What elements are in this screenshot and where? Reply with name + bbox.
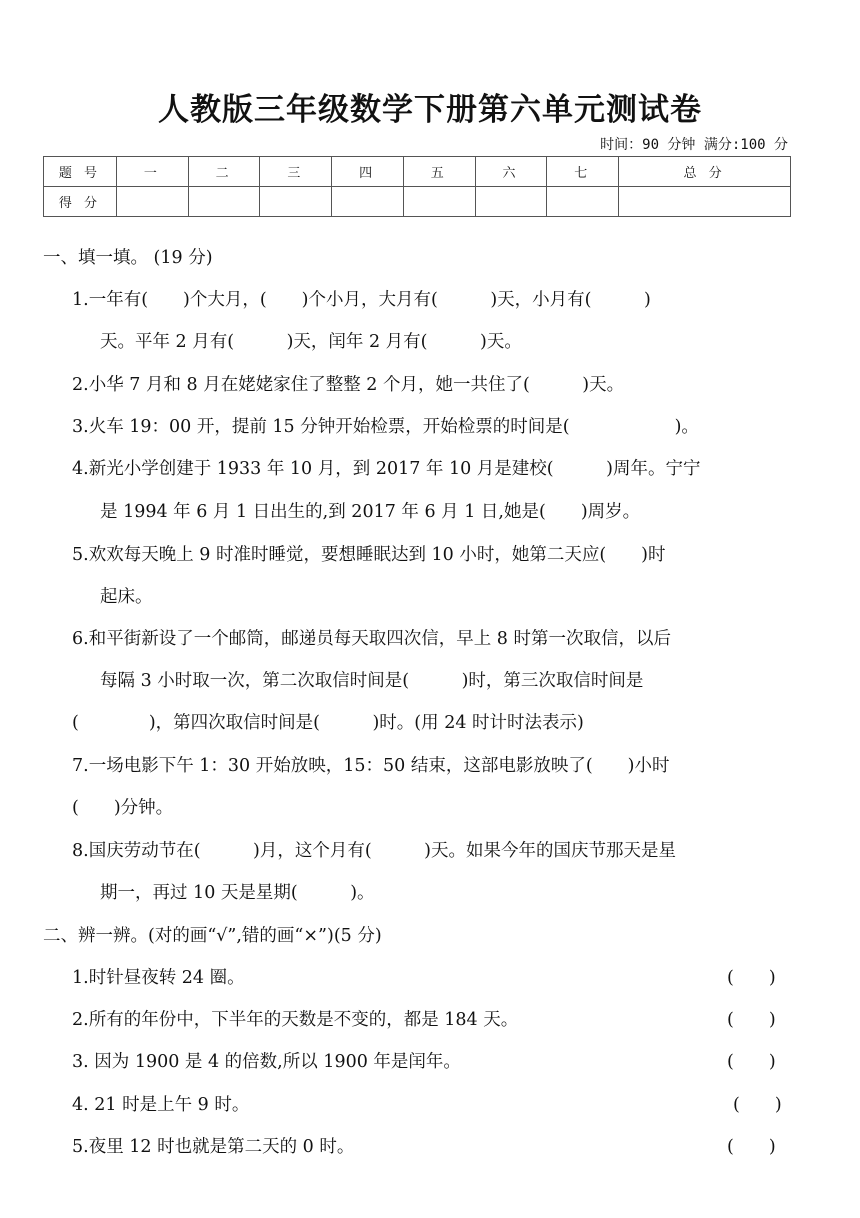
score-cell[interactable]: [403, 187, 475, 217]
header-label: 题 号: [44, 157, 117, 187]
question-line: 8.国庆劳动节在( )月，这个月有( )天。如果今年的国庆节那天是星: [72, 841, 677, 861]
column-4: 四: [332, 157, 404, 187]
score-cell[interactable]: [117, 187, 189, 217]
question-line: 2.小华 7 月和 8 月在姥姥家住了整整 2 个月，她一共住了( )天。: [72, 375, 625, 395]
answer-parentheses[interactable]: ( ): [727, 1010, 776, 1030]
score-table-header-row: [44, 157, 791, 187]
question-line: 天。平年 2 月有( )天，闰年 2 月有( )天。: [100, 332, 522, 352]
question-line: 1.一年有( )个大月，( )个小月，大月有( )天，小月有( ): [72, 290, 651, 310]
judge-item-text: 3. 因为 1900 是 4 的倍数,所以 1900 年是闰年。: [72, 1052, 461, 1072]
section2-heading: 二、辨一辨。(对的画“√”,错的画“×”)(5 分): [43, 926, 382, 946]
question-line: ( )，第四次取信时间是( )时。(用 24 时计时法表示): [72, 713, 584, 733]
score-cell[interactable]: [332, 187, 404, 217]
question-line: 期一，再过 10 天是星期( )。: [100, 883, 375, 903]
page-title: 人教版三年级数学下册第六单元测试卷: [158, 92, 702, 128]
question-line: 5.欢欢每天晚上 9 时准时睡觉，要想睡眠达到 10 小时，她第二天应( )时: [72, 545, 666, 565]
column-6: 六: [475, 157, 547, 187]
column-1: 一: [117, 157, 189, 187]
score-cell[interactable]: [260, 187, 332, 217]
score-cell[interactable]: [547, 187, 619, 217]
question-line: 6.和平街新设了一个邮筒，邮递员每天取四次信，早上 8 时第一次取信，以后: [72, 629, 671, 649]
column-7: 七: [547, 157, 619, 187]
score-table-score-row: [44, 187, 791, 217]
answer-parentheses[interactable]: ( ): [733, 1095, 782, 1115]
column-3: 三: [260, 157, 332, 187]
question-line: 4.新光小学创建于 1933 年 10 月，到 2017 年 10 月是建校( )周年。宁宁: [72, 459, 701, 479]
question-line: ( )分钟。: [72, 798, 174, 818]
judge-item-text: 2.所有的年份中，下半年的天数是不变的，都是 184 天。: [72, 1010, 519, 1030]
question-line: 起床。: [100, 587, 153, 607]
score-cell[interactable]: [188, 187, 260, 217]
column-total: 总 分: [619, 157, 791, 187]
score-cell[interactable]: [619, 187, 791, 217]
column-5: 五: [403, 157, 475, 187]
column-2: 二: [188, 157, 260, 187]
judge-item-text: 4. 21 时是上午 9 时。: [72, 1095, 250, 1115]
section1-heading: 一、填一填。 (19 分): [43, 248, 213, 268]
score-cell[interactable]: [475, 187, 547, 217]
score-table: [43, 156, 791, 217]
row-label: 得 分: [44, 187, 117, 217]
answer-parentheses[interactable]: ( ): [727, 1137, 776, 1157]
question-line: 是 1994 年 6 月 1 日出生的,到 2017 年 6 月 1 日,她是( )周岁。: [100, 502, 641, 522]
answer-parentheses[interactable]: ( ): [727, 968, 776, 988]
question-line: 每隔 3 小时取一次，第二次取信时间是( )时，第三次取信时间是: [100, 671, 644, 691]
answer-parentheses[interactable]: ( ): [727, 1052, 776, 1072]
question-line: 3.火车 19：00 开，提前 15 分钟开始检票，开始检票的时间是( )。: [72, 417, 699, 437]
judge-item-text: 1.时针昼夜转 24 圈。: [72, 968, 245, 988]
question-line: 7.一场电影下午 1：30 开始放映，15：50 结束，这部电影放映了( )小时: [72, 756, 670, 776]
exam-meta: 时间：90 分钟 满分:100 分: [600, 137, 788, 153]
judge-item-text: 5.夜里 12 时也就是第二天的 0 时。: [72, 1137, 355, 1157]
